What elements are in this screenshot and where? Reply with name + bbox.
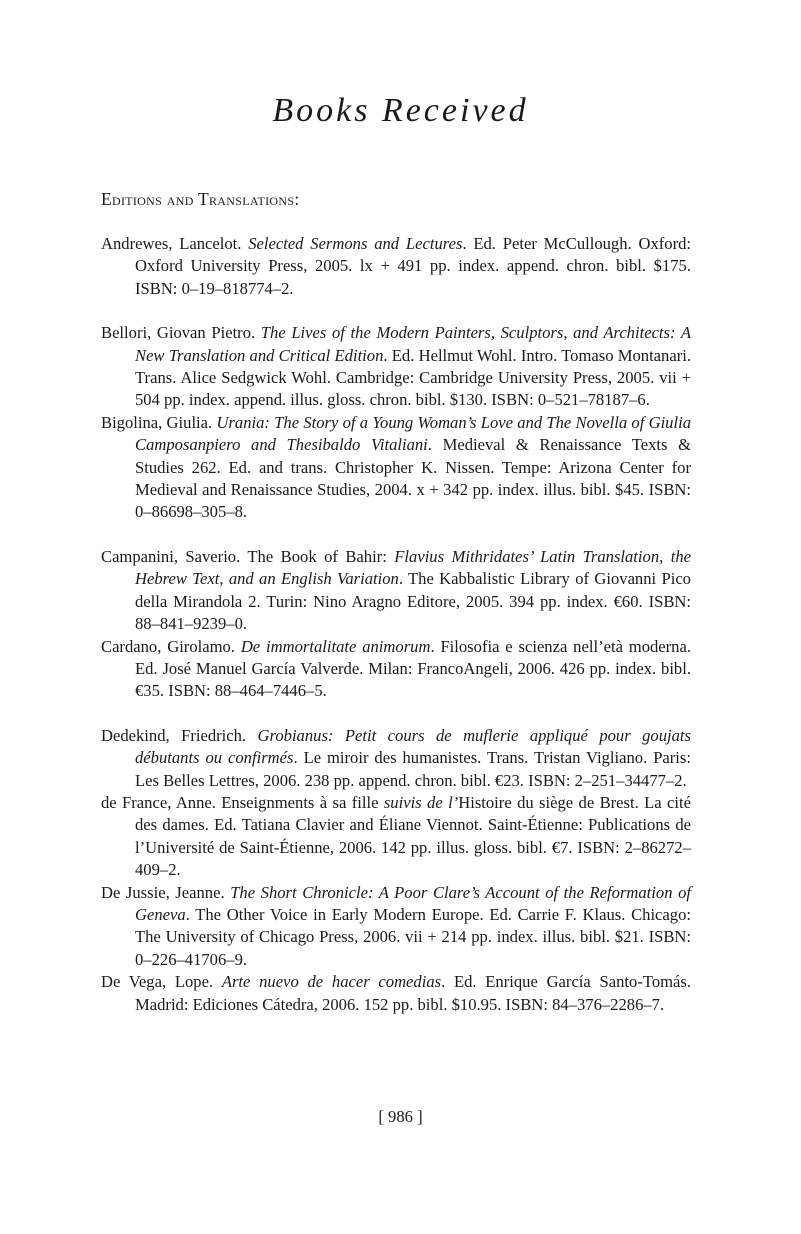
entry-title: Grobianus: Petit cours de muflerie appliqué pour goujats débutants ou confirmés [135,725,691,768]
list-item [101,322,691,412]
page-title: Books Received [272,92,529,129]
entry-details: . Medieval & Renaissance Texts & Studies 262. Ed. and trans. Christopher K. Nissen. Tempe: Arizona Center for Medieval and Renaissance Studies, 2004. x + 342 pp. index. illus. bibl. $45. ISBN: 0–86698–305–8. [135,435,691,522]
entry-details: . Filosofia e scienza nell’età moderna. Ed. José Manuel García Valverde. Milan: FrancoAngeli, 2006. 426 pp. index. bibl. €35. ISBN: 88–464–7446–5. [135,636,691,701]
entry-details: Histoire du siège de Brest. La cité des dames. Ed. Tatiana Clavier and Éliane Viennot. Saint-Étienne: Publications de l’Université de Saint-Étienne, 2006. 142 pp. illus. gloss. bibl. €7. ISBN: 2–86272–409–2. [135,792,691,880]
entry-details: . Ed. Hellmut Wohl. Intro. Tomaso Montanari. Trans. Alice Sedgwick Wohl. Cambridge: Cambridge University Press, 2005. vii + 504 pp. index. append. illus. gloss. chron. bibl. $130. ISBN: 0–521–78187–6. [135,345,691,410]
list-item [101,546,691,636]
entry-details: . The Kabbalistic Library of Giovanni Pico della Mirandola 2. Turin: Nino Aragno Editore, 2005. 394 pp. index. €60. ISBN: 88–841–9239–0. [135,569,691,634]
list-item [101,636,691,703]
entry-author: Bigolina, Giulia. [101,412,217,432]
list-item [101,882,691,972]
entry-author: Bellori, Giovan Pietro. [101,323,261,343]
entry-title: Urania: The Story of a Young Woman’s Love and The Novella of Giulia Camposanpiero and Thesibaldo Vitaliani [135,412,691,455]
entry-title: Arte nuevo de hacer comedias [221,972,442,992]
entry-author: Dedekind, Friedrich. [101,725,258,745]
list-item [101,971,691,1016]
entry-author: Andrewes, Lancelot. [101,234,249,253]
entry-details: . Le miroir des humanistes. Trans. Tristan Vigliano. Paris: Les Belles Lettres, 2006. 238 pp. append. chron. bibl. €23. ISBN: 2–251–34477–2. [135,748,691,790]
entry-title: Flavius Mithridates’ Latin Translation, the Hebrew Text, and an English Variation [135,546,691,589]
entry-details: . Ed. Enrique García Santo-Tomás. Madrid: Ediciones Cátedra, 2006. 152 pp. bibl. $10.95. ISBN: 84–376–2286–7. [135,972,691,1014]
entry-author: Cardano, Girolamo. [101,636,241,656]
entry-author: Campanini, Saverio. The Book of Bahir: [101,546,395,566]
entry-author: De Vega, Lope. [101,972,222,992]
entry-title: The Short Chronicle: A Poor Clare’s Account of the Reformation of Geneva [135,882,691,924]
entry-title: De immortalitate animorum [240,636,431,656]
entries-list [101,233,691,1016]
entry-title: suivis de l’ [383,792,459,812]
list-item [101,233,691,300]
list-item [101,792,691,882]
list-item [101,412,691,524]
entry-details: . The Other Voice in Early Modern Europe. Ed. Carrie F. Klaus. Chicago: The University of Chicago Press, 2006. vii + 214 pp. index. illus. bibl. $21. ISBN: 0–226–41706–9. [135,904,691,969]
list-item [101,725,691,792]
entry-details: . Ed. Peter McCullough. Oxford: Oxford University Press, 2005. lx + 491 pp. index. append. chron. bibl. $175. ISBN: 0–19–818774–2. [135,234,692,298]
page-number: [ 986 ] [378,1107,423,1126]
section-heading: Editions and Translations: [101,189,300,209]
entry-author: de France, Anne. Enseignments à sa fille [101,792,384,812]
entry-title: Selected Sermons and Lectures [248,234,463,253]
entry-author: De Jussie, Jeanne. [101,882,231,902]
entry-title: The Lives of the Modern Painters, Sculptors, and Architects: A New Translation and Critical Edition [135,323,691,365]
